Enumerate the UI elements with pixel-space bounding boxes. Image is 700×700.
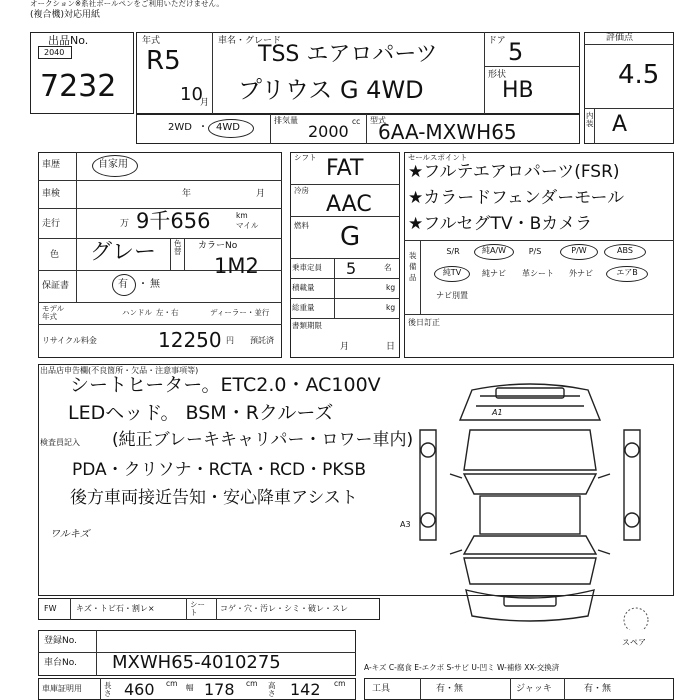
sales-point-3: ★フルセグTV・Bカメラ — [408, 214, 593, 234]
inspector-line-3: 後方車両接近告知・安心降車アシスト — [70, 488, 358, 508]
chassis-value: MXWH65-4010275 — [112, 652, 281, 673]
fuel-value: G — [340, 222, 361, 252]
name-grade-label: 車名・グレード — [218, 36, 282, 46]
garage-l-unit: cm — [166, 679, 178, 688]
capacity-value: 5 — [346, 259, 357, 278]
garage-h: 142 — [290, 680, 321, 699]
seat-label: シート — [190, 600, 205, 617]
mileage-unit-mile: マイル — [236, 221, 259, 230]
header-line2: (複合機)対応用紙 — [30, 10, 101, 20]
equip-alloy: 純A/W — [474, 244, 514, 260]
model-year-label: モデル年式 — [42, 304, 65, 321]
car-damage-diagram — [400, 370, 660, 630]
shift-value: FAT — [326, 156, 364, 181]
inspector-line-1: (純正ブレーキキャリパー・ロワー車内) — [112, 430, 414, 450]
garage-l-label: 長さ — [104, 681, 112, 698]
color-paint-label: 色替 — [174, 239, 182, 256]
garage-h-unit: cm — [334, 679, 346, 688]
spare-label: スペア — [622, 638, 646, 647]
mileage-unit-km: km — [236, 211, 248, 220]
mileage-unit-man: 万 — [120, 219, 130, 229]
equip-airbag: エアB — [606, 266, 648, 282]
garage-w-unit: cm — [246, 679, 258, 688]
inspection-year: 年 — [182, 189, 192, 199]
tools-label: 工具 — [372, 684, 391, 694]
warranty-label: 保証書 — [42, 281, 70, 291]
damage-legend: A-キズ C-腐食 E-エクボ S-サビ U-凹ミ W-補修 XX-交換済 — [364, 663, 560, 672]
equip-ext-navi: 外ナビ — [569, 269, 593, 278]
ac-label: 冷房 — [294, 186, 309, 195]
warranty-separator: ・ — [138, 279, 148, 290]
notes-line-1: シートヒーター。ETC2.0・AC100V — [70, 374, 381, 396]
garage-h-label: 高さ — [268, 681, 276, 698]
sales-point-2: ★カラードフェンダーモール — [408, 188, 625, 208]
inspection-label: 車検 — [42, 189, 61, 199]
handle-options: 左・右 — [156, 308, 179, 317]
displacement-unit: cc — [352, 117, 361, 126]
name-grade-line1: TSS エアロパーツ — [258, 42, 438, 67]
year-era: R5 — [146, 46, 181, 76]
model-value: 6AA-MXWH65 — [378, 120, 517, 144]
doors-label: ドア — [488, 36, 506, 46]
garage-w-label: 幅 — [186, 683, 194, 692]
fw-text: キズ・トビ石・割レ× — [76, 604, 155, 613]
gross-label: 総重量 — [292, 303, 315, 312]
jack-label: ジャッキ — [516, 684, 552, 694]
capacity-label: 乗車定員 — [292, 263, 322, 272]
handle-label: ハンドル — [122, 308, 152, 317]
recycle-value: 12250 — [158, 328, 222, 352]
lot-venue: 出品No. — [48, 34, 89, 47]
load-label: 積載量 — [292, 283, 315, 292]
equip-abs: ABS — [604, 244, 646, 260]
model-label: 型式 — [370, 116, 386, 125]
jack-value: 有・無 — [584, 684, 612, 694]
notes-label: 出品店申告欄(不良箇所・欠品・注意事項等) — [40, 366, 199, 375]
recycle-label: リサイクル料金 — [42, 336, 97, 345]
year-label: 年式 — [142, 36, 161, 46]
load-unit: kg — [386, 283, 396, 292]
tools-value: 有・無 — [436, 684, 464, 694]
notes-line-2: LEDヘッド。 BSM・Rクルーズ — [68, 402, 334, 424]
fuel-label: 燃料 — [294, 221, 309, 230]
later-correction-label: 後日訂正 — [408, 318, 440, 327]
mileage-label: 走行 — [42, 219, 61, 229]
inspector-label: 検査員記入 — [40, 438, 80, 447]
color-code-label: カラーNo — [198, 241, 238, 251]
color-value: グレー — [90, 240, 157, 265]
docs-unit: 月 — [340, 342, 350, 352]
recycle-unit: 円 — [226, 336, 234, 345]
shape-value: HB — [502, 78, 534, 103]
gross-unit: kg — [386, 303, 396, 312]
garage-l: 460 — [124, 680, 155, 699]
interior-value: A — [612, 112, 628, 137]
displacement-label: 排気量 — [274, 116, 298, 125]
color-label: 色 — [50, 250, 60, 260]
sales-point-1: ★フルテエアロパーツ(FSR) — [408, 162, 620, 182]
displacement-value: 2000 — [308, 122, 349, 141]
drive-2wd: 2WD — [168, 122, 192, 133]
mileage-value: 9千656 — [136, 209, 211, 233]
year-month-unit: 月 — [200, 98, 210, 108]
shift-label: シフト — [294, 153, 317, 162]
recycle-status: 預託済 — [250, 336, 274, 345]
reg-label: 登録No. — [44, 636, 77, 646]
color-code: 1M2 — [214, 254, 259, 278]
garage-w: 178 — [204, 680, 235, 699]
equip-ps: P/S — [528, 247, 542, 256]
dealer-options: ディーラー・並行 — [210, 308, 270, 317]
name-grade-line2: プリウス G 4WD — [238, 76, 424, 104]
interior-label: 内装 — [586, 111, 594, 128]
equipment-label: 装備品 — [409, 251, 417, 282]
docs-unit2: 日 — [386, 342, 396, 352]
equip-leather: 革シート — [522, 269, 554, 278]
equip-navi-sep: ナビ別置 — [436, 291, 468, 300]
fw-label: FW — [44, 604, 57, 613]
equip-navi: 純ナビ — [482, 269, 506, 278]
sales-points-label: セールスポイント — [408, 153, 468, 162]
header-line1: オークション※系社ボールペンをご利用いただけません。 — [30, 0, 224, 8]
capacity-unit: 名 — [384, 263, 392, 272]
warranty-no: 無 — [150, 279, 160, 290]
ac-value: AAC — [326, 192, 372, 217]
equip-sr: S/R — [446, 247, 460, 256]
chassis-label: 車台No. — [44, 658, 77, 668]
drive-4wd: 4WD — [216, 122, 240, 133]
year-month: 10 — [180, 84, 203, 105]
docs-label: 書類期限 — [292, 321, 322, 330]
score-label: 評価点 — [606, 33, 634, 43]
history-label: 車歴 — [42, 160, 61, 170]
damage-mark-a3: A3 — [400, 520, 411, 529]
equip-pw: P/W — [560, 244, 598, 260]
inspector-extra: ワルキズ — [50, 529, 90, 540]
garage-label: 車庫証明用 — [42, 684, 82, 693]
inspection-month: 月 — [256, 189, 266, 199]
history-value: 自家用 — [98, 159, 128, 170]
seat-text: コゲ・穴・汚レ・シミ・破レ・スレ — [220, 604, 348, 613]
spare-tire-icon — [624, 608, 648, 630]
inspector-line-2: PDA・クリソナ・RCTA・RCD・PKSB — [72, 460, 366, 480]
shape-label: 形状 — [488, 70, 507, 80]
doors-value: 5 — [508, 38, 524, 66]
score-value: 4.5 — [618, 60, 660, 90]
damage-mark-a1: A1 — [492, 408, 503, 417]
lot-code: 2040 — [44, 48, 65, 57]
equip-tv: 純TV — [434, 266, 470, 282]
lot-number: 7232 — [40, 69, 117, 104]
warranty-yes: 有 — [118, 279, 128, 290]
